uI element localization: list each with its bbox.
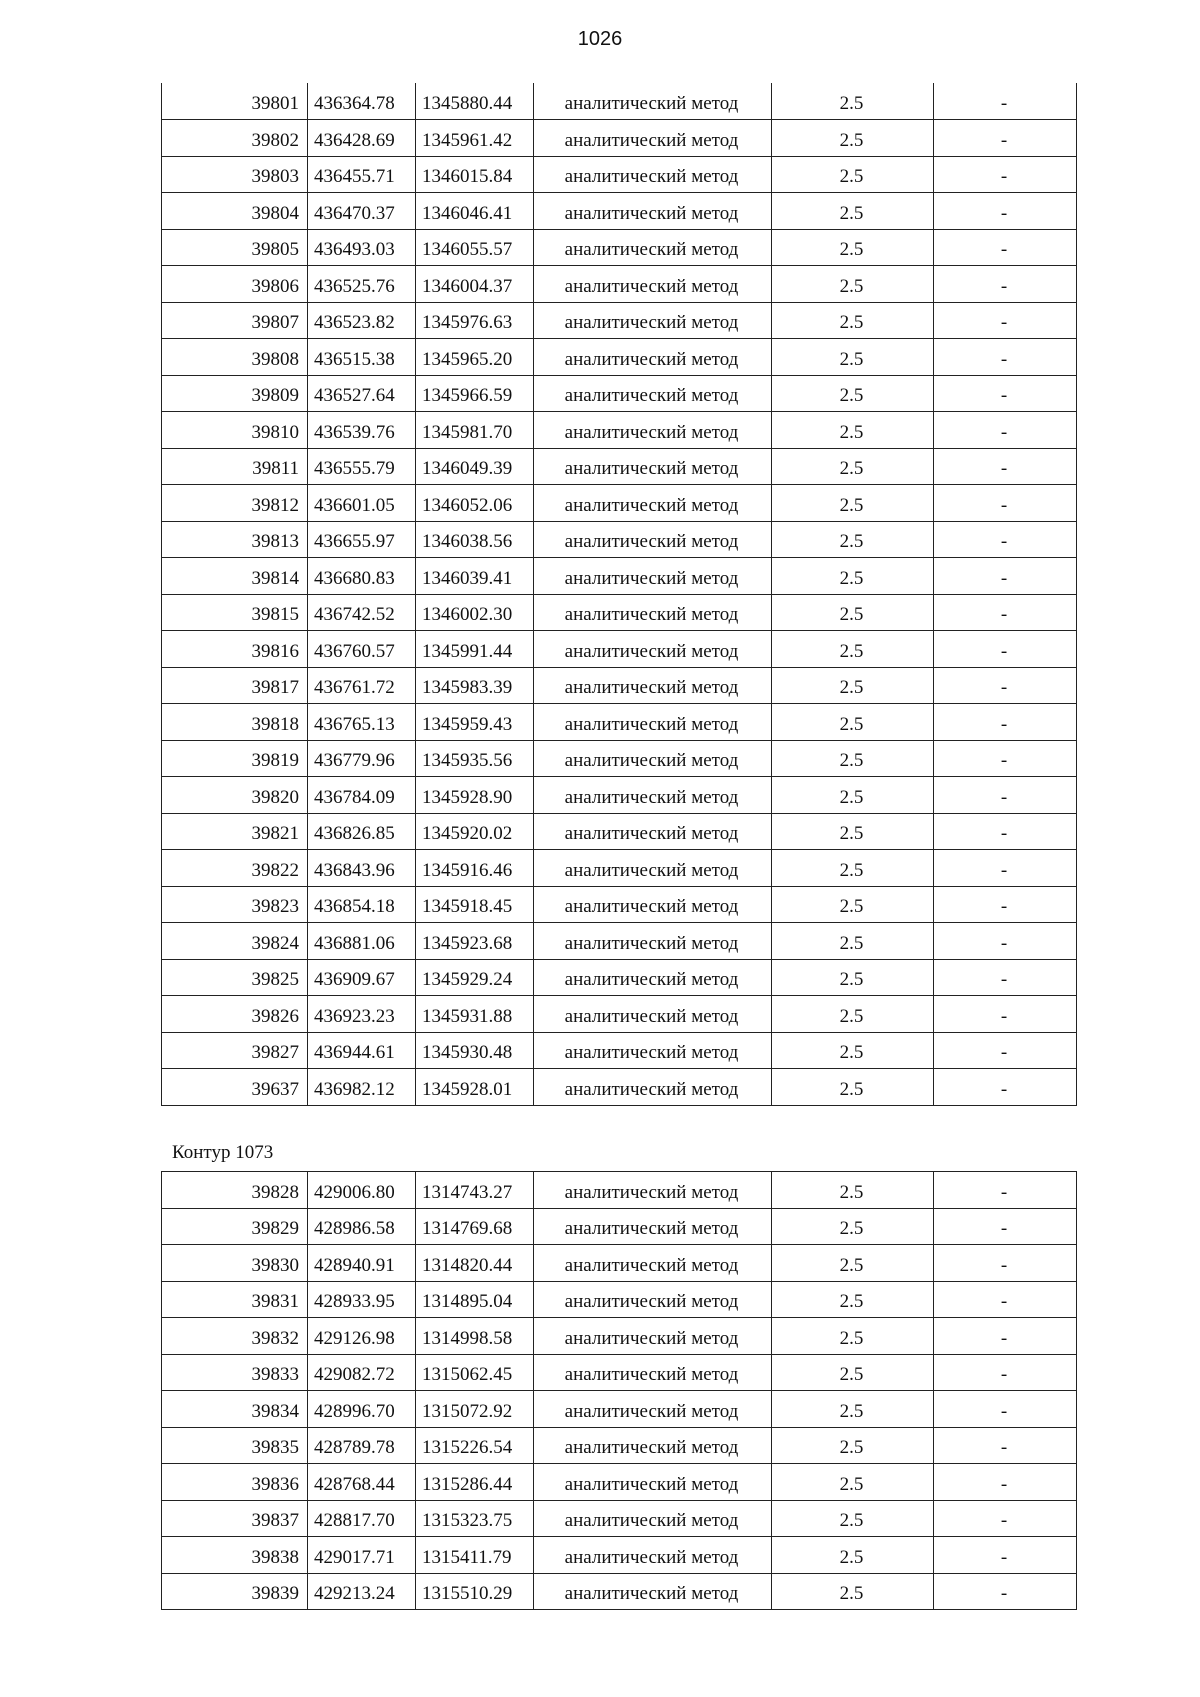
table-row <box>162 266 1077 303</box>
note-cell: - <box>934 996 1077 1033</box>
x-coordinate-cell: 436944.61 <box>308 1032 416 1069</box>
x-coordinate-cell: 436655.97 <box>308 521 416 558</box>
accuracy-cell: 2.5 <box>772 594 934 631</box>
note-cell: - <box>934 412 1077 449</box>
table-row <box>162 156 1077 193</box>
contour-label: Контур 1073 <box>172 1142 274 1163</box>
method-cell: аналитический метод <box>534 1391 772 1428</box>
point-number-cell: 39828 <box>162 1172 308 1209</box>
accuracy-cell: 2.5 <box>772 850 934 887</box>
method-cell: аналитический метод <box>534 1318 772 1355</box>
accuracy-cell: 2.5 <box>772 923 934 960</box>
note-cell: - <box>934 704 1077 741</box>
method-cell: аналитический метод <box>534 558 772 595</box>
table-row <box>162 1427 1077 1464</box>
y-coordinate-cell: 1345929.24 <box>416 959 534 996</box>
y-coordinate-cell: 1315286.44 <box>416 1464 534 1501</box>
note-cell: - <box>934 1281 1077 1318</box>
accuracy-cell: 2.5 <box>772 448 934 485</box>
point-number-cell: 39811 <box>162 448 308 485</box>
x-coordinate-cell: 436761.72 <box>308 667 416 704</box>
x-coordinate-cell: 436760.57 <box>308 631 416 668</box>
method-cell: аналитический метод <box>534 959 772 996</box>
method-cell: аналитический метод <box>534 412 772 449</box>
x-coordinate-cell: 436523.82 <box>308 302 416 339</box>
method-cell: аналитический метод <box>534 1500 772 1537</box>
y-coordinate-cell: 1345991.44 <box>416 631 534 668</box>
table-row <box>162 521 1077 558</box>
note-cell: - <box>934 594 1077 631</box>
x-coordinate-cell: 436742.52 <box>308 594 416 631</box>
coordinates-table <box>161 83 1077 1106</box>
method-cell: аналитический метод <box>534 667 772 704</box>
point-number-cell: 39814 <box>162 558 308 595</box>
note-cell: - <box>934 1318 1077 1355</box>
table-row <box>162 302 1077 339</box>
y-coordinate-cell: 1315062.45 <box>416 1354 534 1391</box>
note-cell: - <box>934 1208 1077 1245</box>
x-coordinate-cell: 436881.06 <box>308 923 416 960</box>
point-number-cell: 39823 <box>162 886 308 923</box>
note-cell: - <box>934 302 1077 339</box>
note-cell: - <box>934 813 1077 850</box>
method-cell: аналитический метод <box>534 923 772 960</box>
point-number-cell: 39826 <box>162 996 308 1033</box>
table-row <box>162 1464 1077 1501</box>
x-coordinate-cell: 436784.09 <box>308 777 416 814</box>
accuracy-cell: 2.5 <box>772 156 934 193</box>
accuracy-cell: 2.5 <box>772 1069 934 1106</box>
y-coordinate-cell: 1345928.01 <box>416 1069 534 1106</box>
x-coordinate-cell: 436854.18 <box>308 886 416 923</box>
accuracy-cell: 2.5 <box>772 1172 934 1209</box>
accuracy-cell: 2.5 <box>772 1318 934 1355</box>
method-cell: аналитический метод <box>534 1069 772 1106</box>
x-coordinate-cell: 428789.78 <box>308 1427 416 1464</box>
note-cell: - <box>934 83 1077 120</box>
method-cell: аналитический метод <box>534 631 772 668</box>
x-coordinate-cell: 436515.38 <box>308 339 416 376</box>
accuracy-cell: 2.5 <box>772 1391 934 1428</box>
accuracy-cell: 2.5 <box>772 1208 934 1245</box>
y-coordinate-cell: 1345931.88 <box>416 996 534 1033</box>
y-coordinate-cell: 1345920.02 <box>416 813 534 850</box>
method-cell: аналитический метод <box>534 1208 772 1245</box>
point-number-cell: 39812 <box>162 485 308 522</box>
y-coordinate-cell: 1345928.90 <box>416 777 534 814</box>
point-number-cell: 39822 <box>162 850 308 887</box>
table-row <box>162 1281 1077 1318</box>
note-cell: - <box>934 266 1077 303</box>
note-cell: - <box>934 193 1077 230</box>
page-number: 1026 <box>577 28 623 50</box>
point-number-cell: 39825 <box>162 959 308 996</box>
note-cell: - <box>934 448 1077 485</box>
point-number-cell: 39817 <box>162 667 308 704</box>
table-row <box>162 375 1077 412</box>
accuracy-cell: 2.5 <box>772 193 934 230</box>
x-coordinate-cell: 436493.03 <box>308 229 416 266</box>
note-cell: - <box>934 485 1077 522</box>
method-cell: аналитический метод <box>534 740 772 777</box>
table-row <box>162 996 1077 1033</box>
y-coordinate-cell: 1345880.44 <box>416 83 534 120</box>
table-row <box>162 1172 1077 1209</box>
accuracy-cell: 2.5 <box>772 667 934 704</box>
accuracy-cell: 2.5 <box>772 339 934 376</box>
note-cell: - <box>934 1245 1077 1282</box>
y-coordinate-cell: 1346046.41 <box>416 193 534 230</box>
table-row <box>162 959 1077 996</box>
method-cell: аналитический метод <box>534 266 772 303</box>
y-coordinate-cell: 1345930.48 <box>416 1032 534 1069</box>
method-cell: аналитический метод <box>534 1537 772 1574</box>
note-cell: - <box>934 959 1077 996</box>
point-number-cell: 39808 <box>162 339 308 376</box>
y-coordinate-cell: 1346002.30 <box>416 594 534 631</box>
method-cell: аналитический метод <box>534 1281 772 1318</box>
note-cell: - <box>934 375 1077 412</box>
table-row <box>162 923 1077 960</box>
x-coordinate-cell: 429082.72 <box>308 1354 416 1391</box>
y-coordinate-cell: 1346055.57 <box>416 229 534 266</box>
x-coordinate-cell: 436680.83 <box>308 558 416 595</box>
table-row <box>162 667 1077 704</box>
note-cell: - <box>934 923 1077 960</box>
note-cell: - <box>934 1427 1077 1464</box>
point-number-cell: 39637 <box>162 1069 308 1106</box>
method-cell: аналитический метод <box>534 1573 772 1610</box>
x-coordinate-cell: 428940.91 <box>308 1245 416 1282</box>
method-cell: аналитический метод <box>534 1172 772 1209</box>
table-row <box>162 120 1077 157</box>
point-number-cell: 39836 <box>162 1464 308 1501</box>
accuracy-cell: 2.5 <box>772 886 934 923</box>
x-coordinate-cell: 428768.44 <box>308 1464 416 1501</box>
point-number-cell: 39818 <box>162 704 308 741</box>
x-coordinate-cell: 428986.58 <box>308 1208 416 1245</box>
point-number-cell: 39835 <box>162 1427 308 1464</box>
method-cell: аналитический метод <box>534 594 772 631</box>
accuracy-cell: 2.5 <box>772 777 934 814</box>
x-coordinate-cell: 436525.76 <box>308 266 416 303</box>
note-cell: - <box>934 156 1077 193</box>
point-number-cell: 39827 <box>162 1032 308 1069</box>
method-cell: аналитический метод <box>534 448 772 485</box>
point-number-cell: 39837 <box>162 1500 308 1537</box>
point-number-cell: 39806 <box>162 266 308 303</box>
table-row <box>162 850 1077 887</box>
table-row <box>162 1208 1077 1245</box>
y-coordinate-cell: 1345916.46 <box>416 850 534 887</box>
note-cell: - <box>934 1464 1077 1501</box>
note-cell: - <box>934 1573 1077 1610</box>
method-cell: аналитический метод <box>534 485 772 522</box>
y-coordinate-cell: 1345981.70 <box>416 412 534 449</box>
point-number-cell: 39833 <box>162 1354 308 1391</box>
y-coordinate-cell: 1315226.54 <box>416 1427 534 1464</box>
accuracy-cell: 2.5 <box>772 704 934 741</box>
y-coordinate-cell: 1346052.06 <box>416 485 534 522</box>
point-number-cell: 39831 <box>162 1281 308 1318</box>
y-coordinate-cell: 1346015.84 <box>416 156 534 193</box>
note-cell: - <box>934 1354 1077 1391</box>
method-cell: аналитический метод <box>534 996 772 1033</box>
y-coordinate-cell: 1346039.41 <box>416 558 534 595</box>
x-coordinate-cell: 436982.12 <box>308 1069 416 1106</box>
y-coordinate-cell: 1345983.39 <box>416 667 534 704</box>
table-row <box>162 83 1077 120</box>
x-coordinate-cell: 429213.24 <box>308 1573 416 1610</box>
table-row <box>162 886 1077 923</box>
note-cell: - <box>934 777 1077 814</box>
accuracy-cell: 2.5 <box>772 1464 934 1501</box>
accuracy-cell: 2.5 <box>772 740 934 777</box>
method-cell: аналитический метод <box>534 704 772 741</box>
x-coordinate-cell: 436843.96 <box>308 850 416 887</box>
note-cell: - <box>934 1537 1077 1574</box>
table-row <box>162 1032 1077 1069</box>
y-coordinate-cell: 1314820.44 <box>416 1245 534 1282</box>
y-coordinate-cell: 1345935.56 <box>416 740 534 777</box>
x-coordinate-cell: 428817.70 <box>308 1500 416 1537</box>
table-row <box>162 631 1077 668</box>
x-coordinate-cell: 436470.37 <box>308 193 416 230</box>
y-coordinate-cell: 1345965.20 <box>416 339 534 376</box>
table-row <box>162 1069 1077 1106</box>
note-cell: - <box>934 886 1077 923</box>
y-coordinate-cell: 1314743.27 <box>416 1172 534 1209</box>
accuracy-cell: 2.5 <box>772 1427 934 1464</box>
y-coordinate-cell: 1345976.63 <box>416 302 534 339</box>
y-coordinate-cell: 1315411.79 <box>416 1537 534 1574</box>
accuracy-cell: 2.5 <box>772 1537 934 1574</box>
y-coordinate-cell: 1345923.68 <box>416 923 534 960</box>
y-coordinate-cell: 1345966.59 <box>416 375 534 412</box>
table-row <box>162 339 1077 376</box>
point-number-cell: 39809 <box>162 375 308 412</box>
point-number-cell: 39821 <box>162 813 308 850</box>
note-cell: - <box>934 1032 1077 1069</box>
point-number-cell: 39813 <box>162 521 308 558</box>
table-row <box>162 813 1077 850</box>
note-cell: - <box>934 1069 1077 1106</box>
accuracy-cell: 2.5 <box>772 485 934 522</box>
x-coordinate-cell: 436539.76 <box>308 412 416 449</box>
note-cell: - <box>934 631 1077 668</box>
x-coordinate-cell: 428933.95 <box>308 1281 416 1318</box>
y-coordinate-cell: 1315072.92 <box>416 1391 534 1428</box>
table-row <box>162 1245 1077 1282</box>
point-number-cell: 39802 <box>162 120 308 157</box>
x-coordinate-cell: 436364.78 <box>308 83 416 120</box>
accuracy-cell: 2.5 <box>772 558 934 595</box>
y-coordinate-cell: 1314998.58 <box>416 1318 534 1355</box>
method-cell: аналитический метод <box>534 120 772 157</box>
table-row <box>162 594 1077 631</box>
note-cell: - <box>934 229 1077 266</box>
point-number-cell: 39807 <box>162 302 308 339</box>
table-row <box>162 740 1077 777</box>
point-number-cell: 39830 <box>162 1245 308 1282</box>
note-cell: - <box>934 1391 1077 1428</box>
x-coordinate-cell: 436428.69 <box>308 120 416 157</box>
table-row <box>162 1537 1077 1574</box>
accuracy-cell: 2.5 <box>772 1500 934 1537</box>
note-cell: - <box>934 1500 1077 1537</box>
y-coordinate-cell: 1346038.56 <box>416 521 534 558</box>
accuracy-cell: 2.5 <box>772 120 934 157</box>
method-cell: аналитический метод <box>534 1032 772 1069</box>
x-coordinate-cell: 436923.23 <box>308 996 416 1033</box>
accuracy-cell: 2.5 <box>772 813 934 850</box>
method-cell: аналитический метод <box>534 339 772 376</box>
table-row <box>162 412 1077 449</box>
table-row <box>162 1354 1077 1391</box>
point-number-cell: 39816 <box>162 631 308 668</box>
y-coordinate-cell: 1315323.75 <box>416 1500 534 1537</box>
x-coordinate-cell: 436765.13 <box>308 704 416 741</box>
x-coordinate-cell: 436909.67 <box>308 959 416 996</box>
note-cell: - <box>934 667 1077 704</box>
accuracy-cell: 2.5 <box>772 1281 934 1318</box>
table-row <box>162 1391 1077 1428</box>
table-row <box>162 704 1077 741</box>
method-cell: аналитический метод <box>534 521 772 558</box>
note-cell: - <box>934 120 1077 157</box>
method-cell: аналитический метод <box>534 83 772 120</box>
coordinates-table-contour-1073 <box>161 1171 1077 1610</box>
accuracy-cell: 2.5 <box>772 302 934 339</box>
method-cell: аналитический метод <box>534 1245 772 1282</box>
x-coordinate-cell: 436826.85 <box>308 813 416 850</box>
accuracy-cell: 2.5 <box>772 996 934 1033</box>
table-row <box>162 777 1077 814</box>
table-row <box>162 1318 1077 1355</box>
method-cell: аналитический метод <box>534 1464 772 1501</box>
point-number-cell: 39834 <box>162 1391 308 1428</box>
table-row <box>162 193 1077 230</box>
point-number-cell: 39801 <box>162 83 308 120</box>
accuracy-cell: 2.5 <box>772 412 934 449</box>
accuracy-cell: 2.5 <box>772 1032 934 1069</box>
point-number-cell: 39804 <box>162 193 308 230</box>
point-number-cell: 39838 <box>162 1537 308 1574</box>
x-coordinate-cell: 436779.96 <box>308 740 416 777</box>
accuracy-cell: 2.5 <box>772 521 934 558</box>
method-cell: аналитический метод <box>534 193 772 230</box>
y-coordinate-cell: 1345959.43 <box>416 704 534 741</box>
accuracy-cell: 2.5 <box>772 1573 934 1610</box>
x-coordinate-cell: 429017.71 <box>308 1537 416 1574</box>
point-number-cell: 39824 <box>162 923 308 960</box>
point-number-cell: 39819 <box>162 740 308 777</box>
y-coordinate-cell: 1315510.29 <box>416 1573 534 1610</box>
y-coordinate-cell: 1346049.39 <box>416 448 534 485</box>
accuracy-cell: 2.5 <box>772 229 934 266</box>
accuracy-cell: 2.5 <box>772 266 934 303</box>
method-cell: аналитический метод <box>534 229 772 266</box>
point-number-cell: 39832 <box>162 1318 308 1355</box>
table-row <box>162 1573 1077 1610</box>
y-coordinate-cell: 1345918.45 <box>416 886 534 923</box>
method-cell: аналитический метод <box>534 1354 772 1391</box>
method-cell: аналитический метод <box>534 375 772 412</box>
note-cell: - <box>934 521 1077 558</box>
accuracy-cell: 2.5 <box>772 375 934 412</box>
note-cell: - <box>934 1172 1077 1209</box>
table-row <box>162 558 1077 595</box>
note-cell: - <box>934 850 1077 887</box>
y-coordinate-cell: 1314769.68 <box>416 1208 534 1245</box>
accuracy-cell: 2.5 <box>772 1245 934 1282</box>
accuracy-cell: 2.5 <box>772 83 934 120</box>
method-cell: аналитический метод <box>534 813 772 850</box>
x-coordinate-cell: 436555.79 <box>308 448 416 485</box>
point-number-cell: 39803 <box>162 156 308 193</box>
method-cell: аналитический метод <box>534 850 772 887</box>
table-row <box>162 229 1077 266</box>
point-number-cell: 39815 <box>162 594 308 631</box>
y-coordinate-cell: 1346004.37 <box>416 266 534 303</box>
method-cell: аналитический метод <box>534 886 772 923</box>
y-coordinate-cell: 1314895.04 <box>416 1281 534 1318</box>
x-coordinate-cell: 428996.70 <box>308 1391 416 1428</box>
x-coordinate-cell: 436455.71 <box>308 156 416 193</box>
method-cell: аналитический метод <box>534 1427 772 1464</box>
point-number-cell: 39829 <box>162 1208 308 1245</box>
note-cell: - <box>934 339 1077 376</box>
x-coordinate-cell: 436601.05 <box>308 485 416 522</box>
note-cell: - <box>934 558 1077 595</box>
point-number-cell: 39805 <box>162 229 308 266</box>
x-coordinate-cell: 429126.98 <box>308 1318 416 1355</box>
note-cell: - <box>934 740 1077 777</box>
table-row <box>162 448 1077 485</box>
x-coordinate-cell: 429006.80 <box>308 1172 416 1209</box>
table-row <box>162 485 1077 522</box>
y-coordinate-cell: 1345961.42 <box>416 120 534 157</box>
accuracy-cell: 2.5 <box>772 1354 934 1391</box>
point-number-cell: 39839 <box>162 1573 308 1610</box>
method-cell: аналитический метод <box>534 302 772 339</box>
accuracy-cell: 2.5 <box>772 631 934 668</box>
point-number-cell: 39810 <box>162 412 308 449</box>
method-cell: аналитический метод <box>534 156 772 193</box>
method-cell: аналитический метод <box>534 777 772 814</box>
point-number-cell: 39820 <box>162 777 308 814</box>
x-coordinate-cell: 436527.64 <box>308 375 416 412</box>
accuracy-cell: 2.5 <box>772 959 934 996</box>
table-row <box>162 1500 1077 1537</box>
